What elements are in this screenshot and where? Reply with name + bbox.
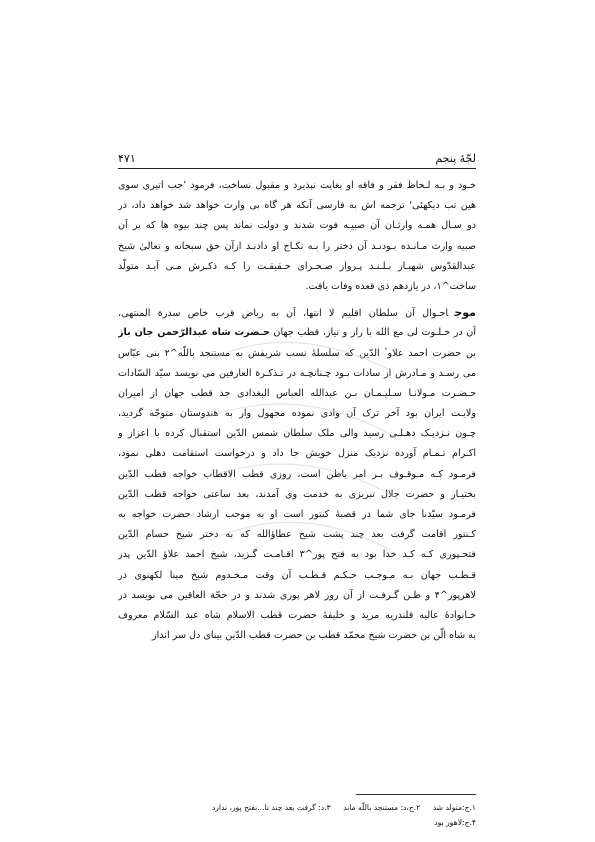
footnote-line <box>118 800 476 815</box>
footnote-line <box>118 815 476 830</box>
section-marker: موج <box>454 306 476 320</box>
text-line: ساخت^۱، در یازدهم ذی قعده وفات یافت. <box>305 280 476 292</box>
text-line: خـانوادهٔ عالیه قلندریه مرید و خلیفهٔ حضرت قطب الاسلام شاه عبد السّلام معروف <box>118 609 476 621</box>
text-line: ھین تب دیکھئی‘ ترجمه اش به فارسی آنکه هر گاه بی وارث خواهد شد خواهد داد، در <box>118 200 476 212</box>
text-line: قـطـب جهان بـه مـوجـب حـکـم قـطـب آن وقت مـخـدوم شیخ مینا لکهنوی در <box>118 569 476 581</box>
text-line: لاهرپور^۴ و طـن گـرفـت از آن روز لاهر پوری شدند و در حجّة العاقین می نویسد در <box>118 589 476 601</box>
text-line: حـضـرت مـولانـا سـلیـمـان بـن عبدالله العباس البغدادی جد قطب جهان از امیران <box>118 387 476 399</box>
footnote: ۲.ج،د: مستنجد باللّه ماند <box>343 803 421 812</box>
footnote: ۳.د: گرفت بعد چند تا...بفتح پور، ندارد <box>211 803 331 812</box>
text-line: می رسـد و مـادرش از سادات بـود چـنانچـه در تـذکـرة العارفین می نویسد سیّد السّادات <box>118 367 476 379</box>
text-line: فرمـود کـه مـوقـوف بـر امر باطن است، روزی قطب الاقطاب خواجه قطب الدّین <box>118 468 476 480</box>
page-header <box>118 152 476 168</box>
text-line: ولایـت ایران بود آخر ترک آن وادی نموده مجهول وار به هندوستان متوجّه گردید، <box>118 408 476 420</box>
text-line: بختیـار و حضرت جلال تبریزی به خدمت وی آمدند، بعد ساعتی خواجه قطب الدّین <box>118 488 476 500</box>
footnotes <box>118 800 476 830</box>
text-line: کـنتور اقامت گرفت بعد چند پشت شیخ عطاؤالله که به دختر شیخ حسام الدّین <box>118 529 476 541</box>
text-line <box>118 303 476 323</box>
footnote: ۱.ج:متولد شد <box>432 803 476 812</box>
text-line: به شاه الّن بن حضرت شیخ محمّد قطب بن حضرت قطب الدّین بینای دل سر انداز <box>151 630 476 642</box>
highlighted-name: حـضرت شاه عبدالرّحمن جان باز <box>118 327 270 339</box>
text-line: عبدالقدّوس شهبـاز بـلـنـد پـرواز صـحـرای حـقیقـت را کـه ذکـرش مـی آیـد متولّد <box>118 260 476 272</box>
text-line <box>118 323 476 343</box>
text-line: چـون نـزدیـک دهـلـی رسید والی ملک سلطان شمس الدّین استقبال کرده با اعزاز و <box>118 428 476 440</box>
text-span: احـوال آن سلطان اقلیم لا انتها، آن به ریاض قرب خاص سدرة المنتهی، <box>118 308 449 320</box>
body-text <box>118 176 476 646</box>
footnote-rule <box>356 794 476 795</box>
footnote: ۴.ج:لاهور بود <box>434 818 476 827</box>
text-line: دو سـال همـه وارثـان آن صبیـه فوت شدند و دولت نماند پس چند بیوه ها که بر آن <box>118 220 476 232</box>
text-line: فتحـپوری کـه کـد خدا بود به فتح پور^۳ اقـامـت گـزید، شیخ احمد علاؤ الدّین پدر <box>118 549 476 561</box>
text-line: صبیه وارث مـانـده بـودنـد آن دختر را بـه نکـاح او دادنـد ازآن حق سبحانه و تعالیٰ شیخ <box>118 240 476 252</box>
header-rule <box>118 168 476 169</box>
text-line: اکـرام تـمـام آورده نزدیک منزل خویش جا داد و درخواست استقامت دهلی نمود، <box>118 448 476 460</box>
text-line: فرمـود سیّدنا جای شما در قصبهٔ کنتور است او به موجب ارشاد حضرت خواجه به <box>118 509 476 520</box>
page-number: ۴۷۱ <box>118 152 136 165</box>
text-line: بن حضرت احمد علاوٴ الدّین که سلسلهٔ نسب شریفش به مستنجد باللّه^۲ بنی عبّاس <box>118 347 476 359</box>
text-line: خـود و بـه لـحاظ فقر و فاقه او بغایت نپذیرد و مقبول نساخت، فرمود ’جب اتیری سوی <box>118 180 476 191</box>
text-span: آن در خـلـوت لی مع الله با راز و نیاز، قطب جهان <box>273 327 476 339</box>
running-title: لجّهٔ پنجم <box>435 152 476 165</box>
